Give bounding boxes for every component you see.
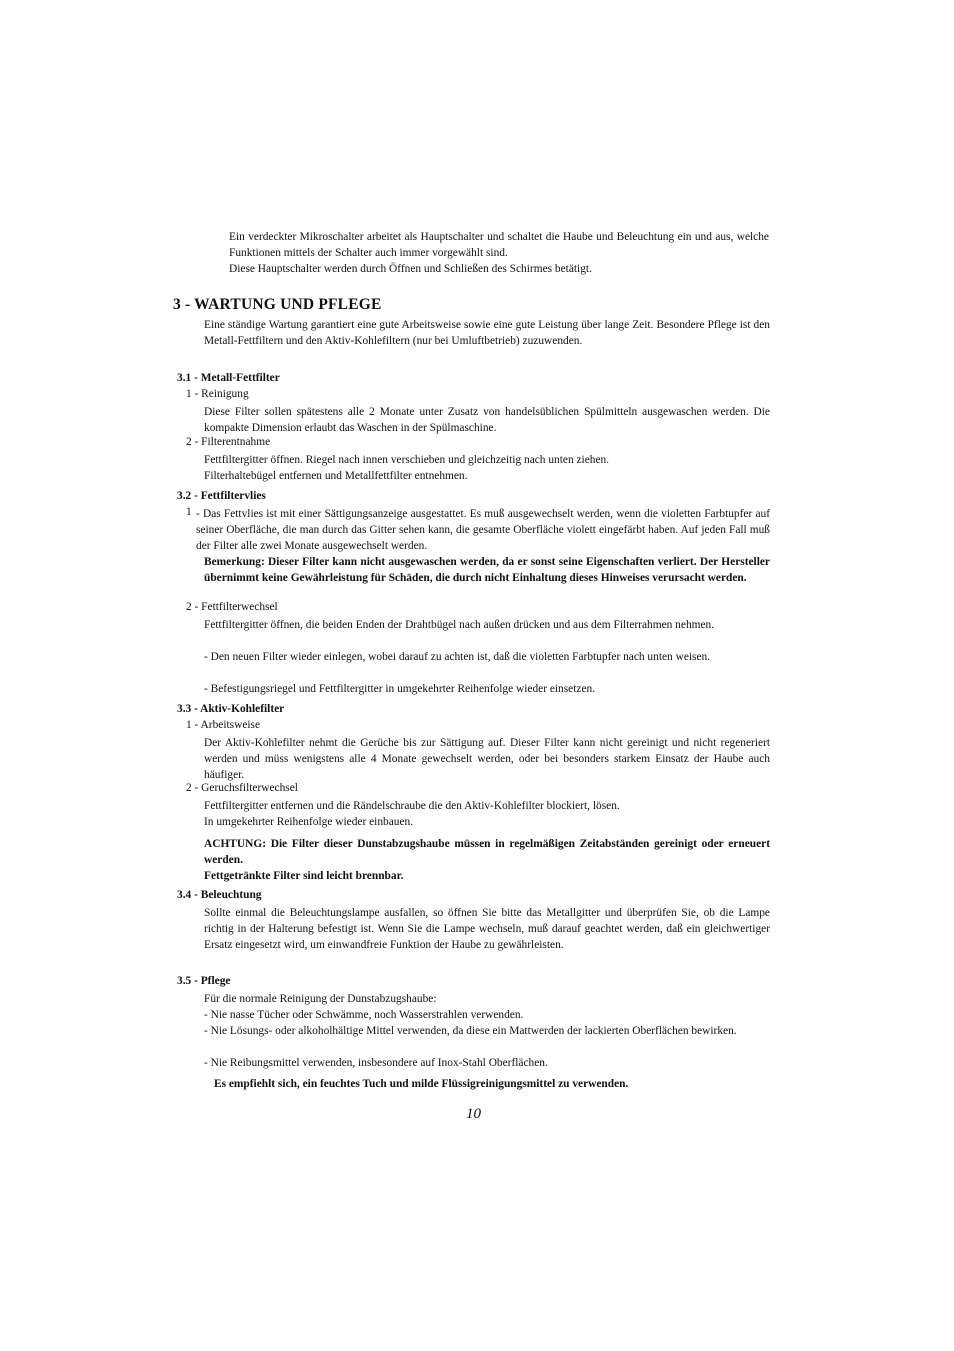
- s32-item2-label: 2 - Fettfilterwechsel: [186, 601, 278, 613]
- s32-bullet-2: - Befestigungsriegel und Fettfiltergitter in umgekehrter Reihenfolge wieder einsetzen.: [204, 683, 596, 695]
- s31-item2-text: [204, 452, 770, 484]
- section-3-5-heading: 3.5 - Pflege: [177, 975, 231, 987]
- s35-bullet-2: - Nie Lösungs- oder alkoholhältige Mittel verwenden, da diese ein Mattwerden der lackierten Oberflächen bewirken.: [204, 1025, 737, 1037]
- s31-item2-label: 2 - Filterentnahme: [186, 436, 271, 448]
- s31-item1-text: Diese Filter sollen spätestens alle 2 Monate unter Zusatz von handelsüblichen Spülmitteln ausgewaschen werden. Die kompakte Dimension erlaubt das Waschen in der Spülmaschine.: [204, 406, 770, 434]
- s31-item2-text-1: Fettfiltergitter öffnen. Riegel nach innen verschieben und gleichzeitig nach unten ziehen.: [204, 454, 610, 466]
- s32-item2-text: Fettfiltergitter öffnen, die beiden Enden der Drahtbügel nach außen drücken und aus dem Filterrahmen nehmen.: [204, 619, 715, 631]
- s31-item1-label: 1 - Reinigung: [186, 388, 249, 400]
- intro-paragraph: [229, 229, 769, 277]
- s35-final-note: Es empfiehlt sich, ein feuchtes Tuch und milde Flüssigreinigungsmittel zu verwenden.: [214, 1078, 629, 1090]
- section-3-3-heading: 3.3 - Aktiv-Kohlefilter: [177, 703, 285, 715]
- page-number: 10: [466, 1106, 481, 1122]
- s32-bullet-1: - Den neuen Filter wieder einlegen, wobei darauf zu achten ist, daß die violetten Farbtupfer nach unten weisen.: [204, 651, 711, 663]
- section-3-2-heading: 3.2 - Fettfiltervlies: [177, 490, 266, 502]
- section-3-heading: 3 - WARTUNG UND PFLEGE: [173, 296, 382, 313]
- section-3-1-heading: 3.1 - Metall-Fettfilter: [177, 372, 280, 384]
- s32-item1-text: - Das Fettvlies ist mit einer Sättigungsanzeige ausgestattet. Es muß ausgewechselt werden, wenn die violetten Farbtupfer auf seiner Oberfläche, die man durch das Gitter sehen kann, die gesamte Oberfläche violett eingefärbt haben. Auf jeden Fall muß der Filter alle zwei Monate ausgewechselt werden.: [196, 508, 770, 552]
- s33-item2-text: [204, 798, 770, 830]
- s31-item2-text-2: Filterhaltebügel entfernen und Metallfettfilter entnehmen.: [204, 470, 468, 482]
- intro-text-2: Diese Hauptschalter werden durch Öffnen und Schließen des Schirmes betätigt.: [229, 263, 592, 275]
- intro-text-1: Ein verdeckter Mikroschalter arbeitet als Hauptschalter und schaltet die Haube und Beleuchtung ein und aus, welche Funktionen mittels der Schalter auch immer vorgewählt sind.: [229, 231, 769, 259]
- section-3-4-heading: 3.4 - Beleuchtung: [177, 889, 262, 901]
- s33-item2-text-2: In umgekehrter Reihenfolge wieder einbauen.: [204, 816, 414, 828]
- section-3-intro: Eine ständige Wartung garantiert eine gute Arbeitsweise sowie eine gute Leistung über lange Zeit. Besondere Pflege ist den Metall-Fettfiltern und den Aktiv-Kohlefiltern (nur bei Umluftbetrieb) zuzuwenden.: [204, 319, 770, 347]
- s35-bullet-3: - Nie Reibungsmittel verwenden, insbesondere auf Inox-Stahl Oberflächen.: [204, 1057, 548, 1069]
- s33-item1-text: Der Aktiv-Kohlefilter nehmt die Gerüche bis zur Sättigung auf. Dieser Filter kann nicht gereinigt und nicht regeneriert werden und müss wenigstens alle 4 Monate gewechselt werden, oder bei besonders starkem Einsatz der Haube auch häufiger.: [204, 737, 770, 781]
- s32-item1-num: 1: [186, 506, 192, 518]
- s34-text: Sollte einmal die Beleuchtungslampe ausfallen, so öffnen Sie bitte das Metallgitter und überprüfen Sie, ob die Lampe richtig in der Halterung befestigt ist. Wenn Sie die Lampe wechseln, muß darauf geachtet werden, daß ein gleichwertiger Ersatz eingesetzt wird, um einwandfreie Funktion der Haube zu gewährleisten.: [204, 907, 770, 951]
- s33-warning: [204, 836, 770, 884]
- s33-warning-text-2: Fettgetränkte Filter sind leicht brennbar.: [204, 870, 404, 882]
- s33-item2-text-1: Fettfiltergitter entfernen und die Rändelschraube die den Aktiv-Kohlefilter blockiert, lösen.: [204, 800, 620, 812]
- s32-note: Bemerkung: Dieser Filter kann nicht ausgewaschen werden, da er sonst seine Eigenschaften verliert. Der Hersteller übernimmt keine Gewährleistung für Schäden, die durch nicht Einhaltung dieses Hinweises verursacht werden.: [204, 556, 770, 584]
- s33-item2-label: 2 - Geruchsfilterwechsel: [186, 782, 298, 794]
- s35-bullet-1: - Nie nasse Tücher oder Schwämme, noch Wasserstrahlen verwenden.: [204, 1009, 524, 1021]
- s33-warning-text: ACHTUNG: Die Filter dieser Dunstabzugshaube müssen in regelmäßigen Zeitabständen gereinigt oder erneuert werden.: [204, 838, 770, 866]
- s33-item1-label: 1 - Arbeitsweise: [186, 719, 261, 731]
- s35-text: Für die normale Reinigung der Dunstabzugshaube:: [204, 993, 437, 1005]
